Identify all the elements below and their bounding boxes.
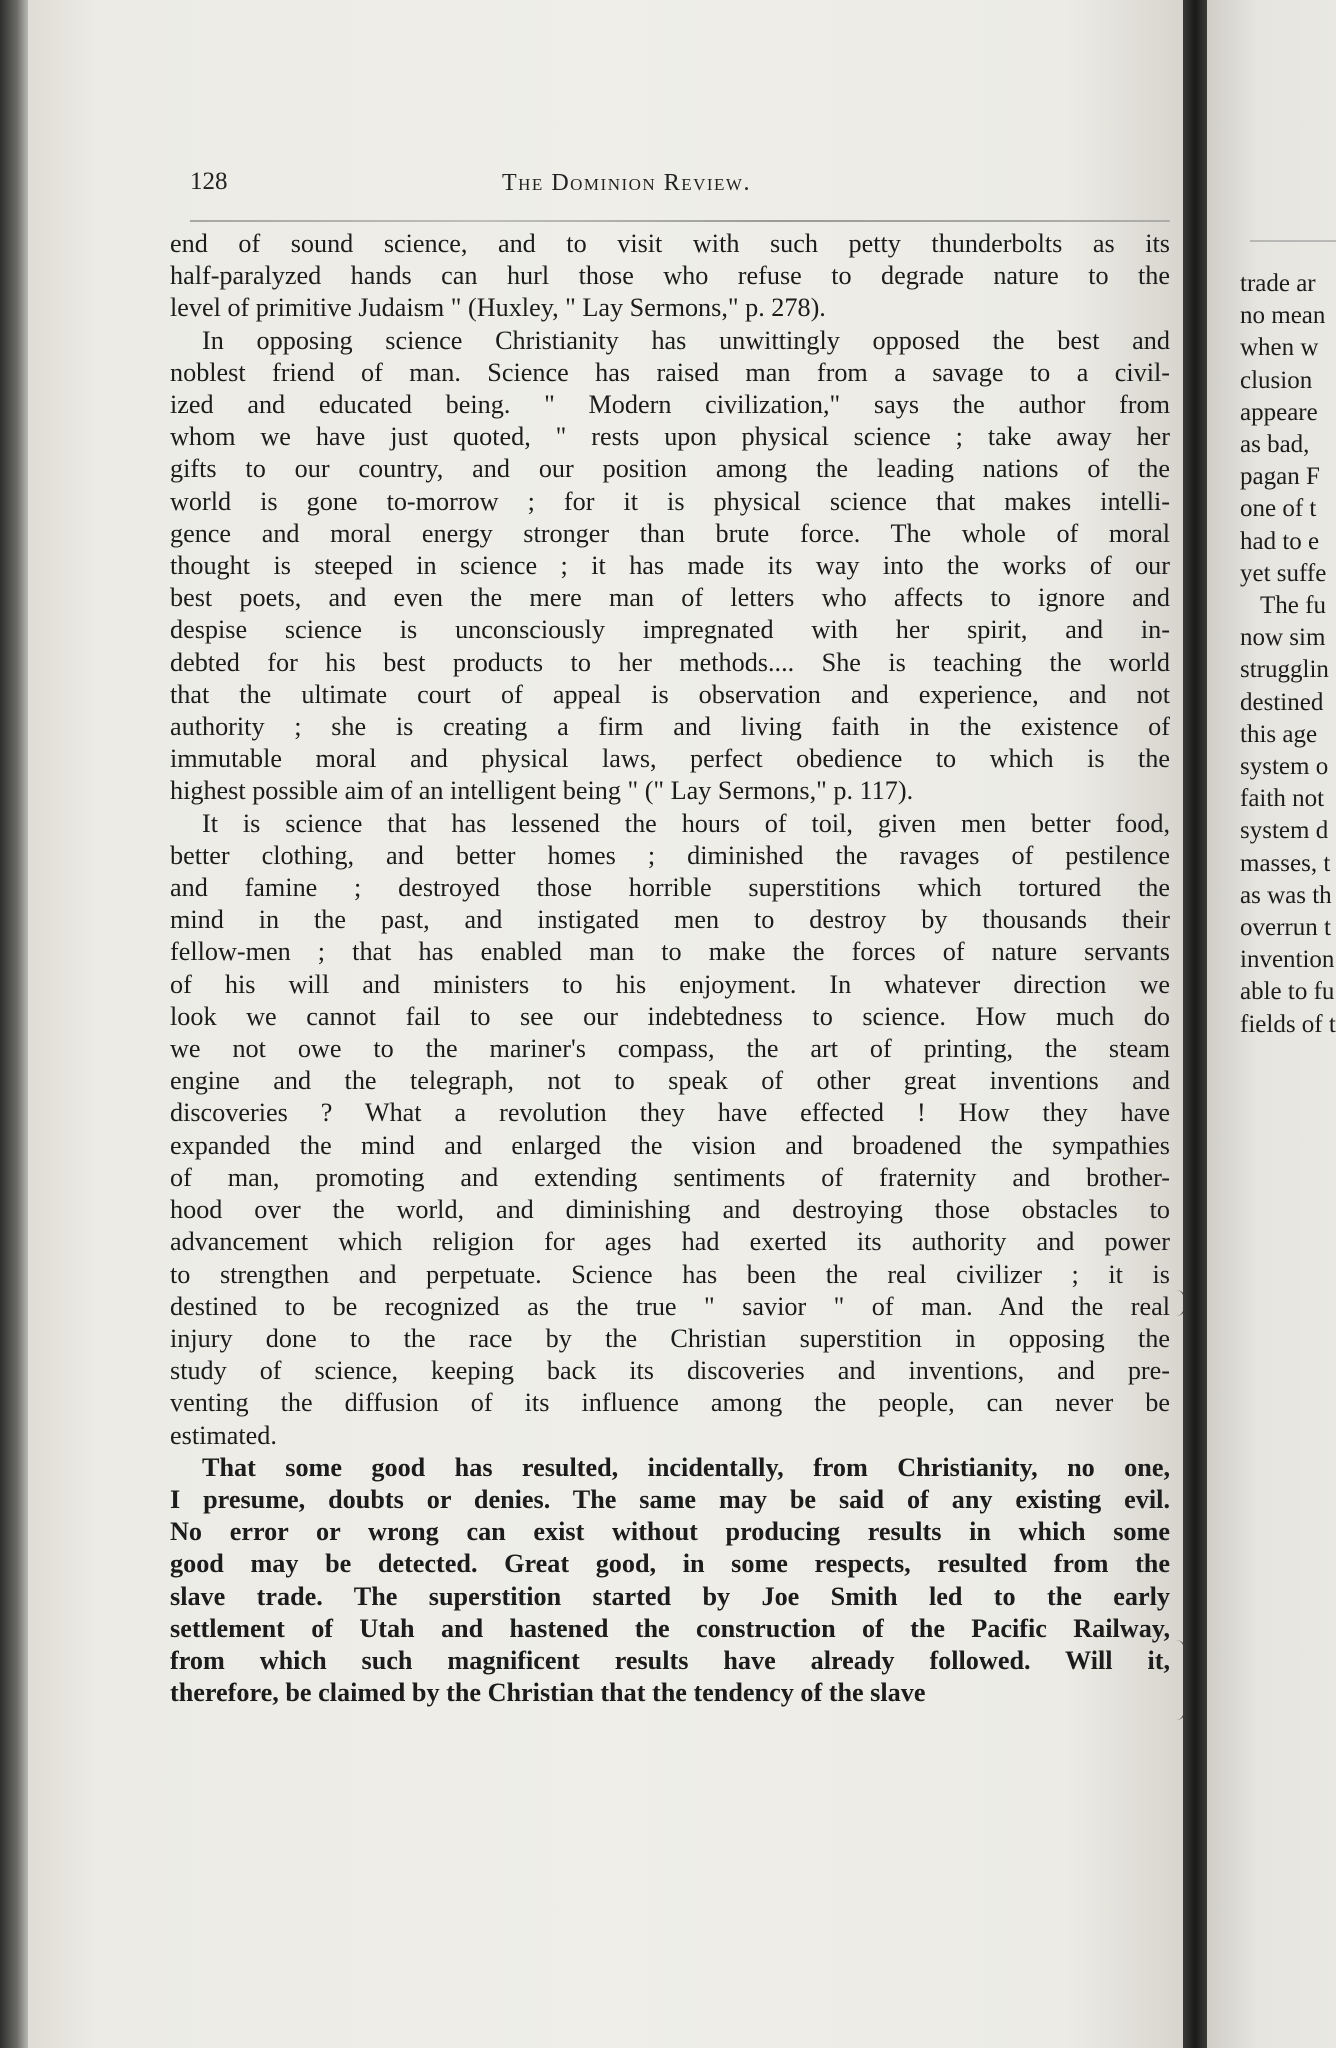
text-line: I presume, doubts or denies. The same may be said of any existing evil. xyxy=(170,1484,1170,1514)
right-page-line: destined xyxy=(1240,688,1324,716)
text-line: fellow-men ; that has enabled man to make the forces of nature servants xyxy=(170,937,1170,967)
text-line: ized and educated being. " Modern civilization," says the author from xyxy=(170,390,1170,420)
text-line: settlement of Utah and hastened the construction of the Pacific Railway, xyxy=(170,1613,1170,1643)
right-page-line: appeare xyxy=(1240,398,1318,426)
right-page-line: The fu xyxy=(1260,592,1326,620)
text-line: discoveries ? What a revolution they have effected ! How they have xyxy=(170,1098,1170,1128)
running-title: The Dominion Review. xyxy=(502,170,751,196)
right-page-line: masses, t xyxy=(1240,849,1331,877)
text-line: highest possible aim of an intelligent being " (" Lay Sermons," p. 117). xyxy=(170,776,914,806)
text-line: from which such magnificent results have already followed. Will it, xyxy=(170,1645,1170,1675)
right-page-line: system o xyxy=(1240,753,1329,781)
right-page-line: overrun t xyxy=(1240,914,1331,942)
right-page-line: system d xyxy=(1240,817,1329,845)
page-number: 128 xyxy=(190,168,228,195)
text-line: mind in the past, and instigated men to destroy by thousands their xyxy=(170,905,1170,935)
page-header xyxy=(190,168,1170,208)
text-line: look we cannot fail to see our indebtedness to science. How much do xyxy=(170,1001,1170,1031)
text-line: to strengthen and perpetuate. Science has been the real civilizer ; it is xyxy=(170,1259,1170,1289)
text-line: good may be detected. Great good, in some respects, resulted from the xyxy=(170,1549,1170,1579)
text-line: better clothing, and better homes ; diminished the ravages of pestilence xyxy=(170,840,1170,870)
right-page-line: fields of t xyxy=(1240,1010,1336,1038)
text-line: gifts to our country, and our position among the leading nations of the xyxy=(170,454,1170,484)
right-page-line: pagan F xyxy=(1240,463,1320,491)
right-page-rule xyxy=(1250,240,1336,242)
right-page-line: as bad, xyxy=(1240,431,1310,459)
book-gutter xyxy=(1183,0,1207,2048)
text-line: hood over the world, and diminishing and destroying those obstacles to xyxy=(170,1195,1170,1225)
text-line: level of primitive Judaism " (Huxley, " Lay Sermons," p. 278). xyxy=(170,293,826,323)
text-line: thought is steeped in science ; it has made its way into the works of our xyxy=(170,551,1170,581)
paragraph xyxy=(170,1452,1170,1710)
text-line: engine and the telegraph, not to speak of other great inventions and xyxy=(170,1066,1170,1096)
right-page-line: able to fu xyxy=(1240,978,1335,1006)
text-line: immutable moral and physical laws, perfect obedience to which is the xyxy=(170,744,1170,774)
text-line: end of sound science, and to visit with such petty thunderbolts as its xyxy=(170,229,1170,258)
right-page-line: invention xyxy=(1240,946,1335,974)
right-page-text xyxy=(1240,268,1336,1041)
text-line: and famine ; destroyed those horrible superstitions which tortured the xyxy=(170,873,1170,903)
right-page-line: one of t xyxy=(1240,495,1317,523)
right-page-line: no mean xyxy=(1240,302,1326,330)
text-line: That some good has resulted, incidentally, from Christianity, no one, xyxy=(202,1452,1170,1482)
right-page-line: trade ar xyxy=(1240,270,1316,297)
right-page-line: as was th xyxy=(1240,881,1332,909)
right-page-line: had to e xyxy=(1240,527,1320,555)
text-line: best poets, and even the mere man of letters who affects to ignore and xyxy=(170,583,1170,613)
right-page-line: clusion xyxy=(1240,366,1313,394)
scan-left-margin xyxy=(0,0,28,2048)
text-line: therefore, be claimed by the Christian that the tendency of the slave xyxy=(170,1678,926,1708)
right-page-line: now sim xyxy=(1240,624,1326,652)
text-line: whom we have just quoted, " rests upon physical science ; take away her xyxy=(170,422,1170,452)
text-line: authority ; she is creating a firm and living faith in the existence of xyxy=(170,712,1170,742)
text-line: of his will and ministers to his enjoyment. In whatever direction we xyxy=(170,969,1170,999)
text-line: destined to be recognized as the true " savior " of man. And the real xyxy=(170,1291,1170,1321)
article-body xyxy=(170,228,1170,1709)
paragraph xyxy=(170,228,1170,325)
right-page-line: when w xyxy=(1240,334,1319,362)
right-page-line: yet suffe xyxy=(1240,559,1327,587)
text-line: In opposing science Christianity has unwittingly opposed the best and xyxy=(202,325,1170,355)
text-line: debted for his best products to her methods.... She is teaching the world xyxy=(170,647,1170,677)
text-line: noblest friend of man. Science has raised man from a savage to a civil- xyxy=(170,357,1170,387)
text-line: slave trade. The superstition started by Joe Smith led to the early xyxy=(170,1581,1170,1611)
text-line: No error or wrong can exist without producing results in which some xyxy=(170,1517,1170,1547)
paragraph xyxy=(170,808,1170,1452)
text-line: gence and moral energy stronger than brute force. The whole of moral xyxy=(170,518,1170,548)
text-line: estimated. xyxy=(170,1420,277,1450)
text-line: injury done to the race by the Christian superstition in opposing the xyxy=(170,1323,1170,1353)
text-line: advancement which religion for ages had exerted its authority and power xyxy=(170,1227,1170,1257)
text-line: we not owe to the mariner's compass, the art of printing, the steam xyxy=(170,1034,1170,1064)
text-line: of man, promoting and extending sentiments of fraternity and brother- xyxy=(170,1162,1170,1192)
text-line: world is gone to-morrow ; for it is physical science that makes intelli- xyxy=(170,486,1170,516)
text-line: study of science, keeping back its discoveries and inventions, and pre- xyxy=(170,1356,1170,1386)
text-line: It is science that has lessened the hours of toil, given men better food, xyxy=(202,808,1170,838)
text-line: expanded the mind and enlarged the vision and broadened the sympathies xyxy=(170,1130,1170,1160)
header-rule xyxy=(190,220,1170,222)
paragraph xyxy=(170,325,1170,808)
text-line: half-paralyzed hands can hurl those who refuse to degrade nature to the xyxy=(170,261,1170,291)
text-line: that the ultimate court of appeal is observation and experience, and not xyxy=(170,679,1170,709)
right-page-line: faith not xyxy=(1240,785,1325,813)
text-line: venting the diffusion of its influence among the people, can never be xyxy=(170,1388,1170,1418)
right-page-line: strugglin xyxy=(1240,656,1329,684)
text-line: despise science is unconsciously impregnated with her spirit, and in- xyxy=(170,615,1170,645)
right-page-line: this age xyxy=(1240,720,1318,748)
